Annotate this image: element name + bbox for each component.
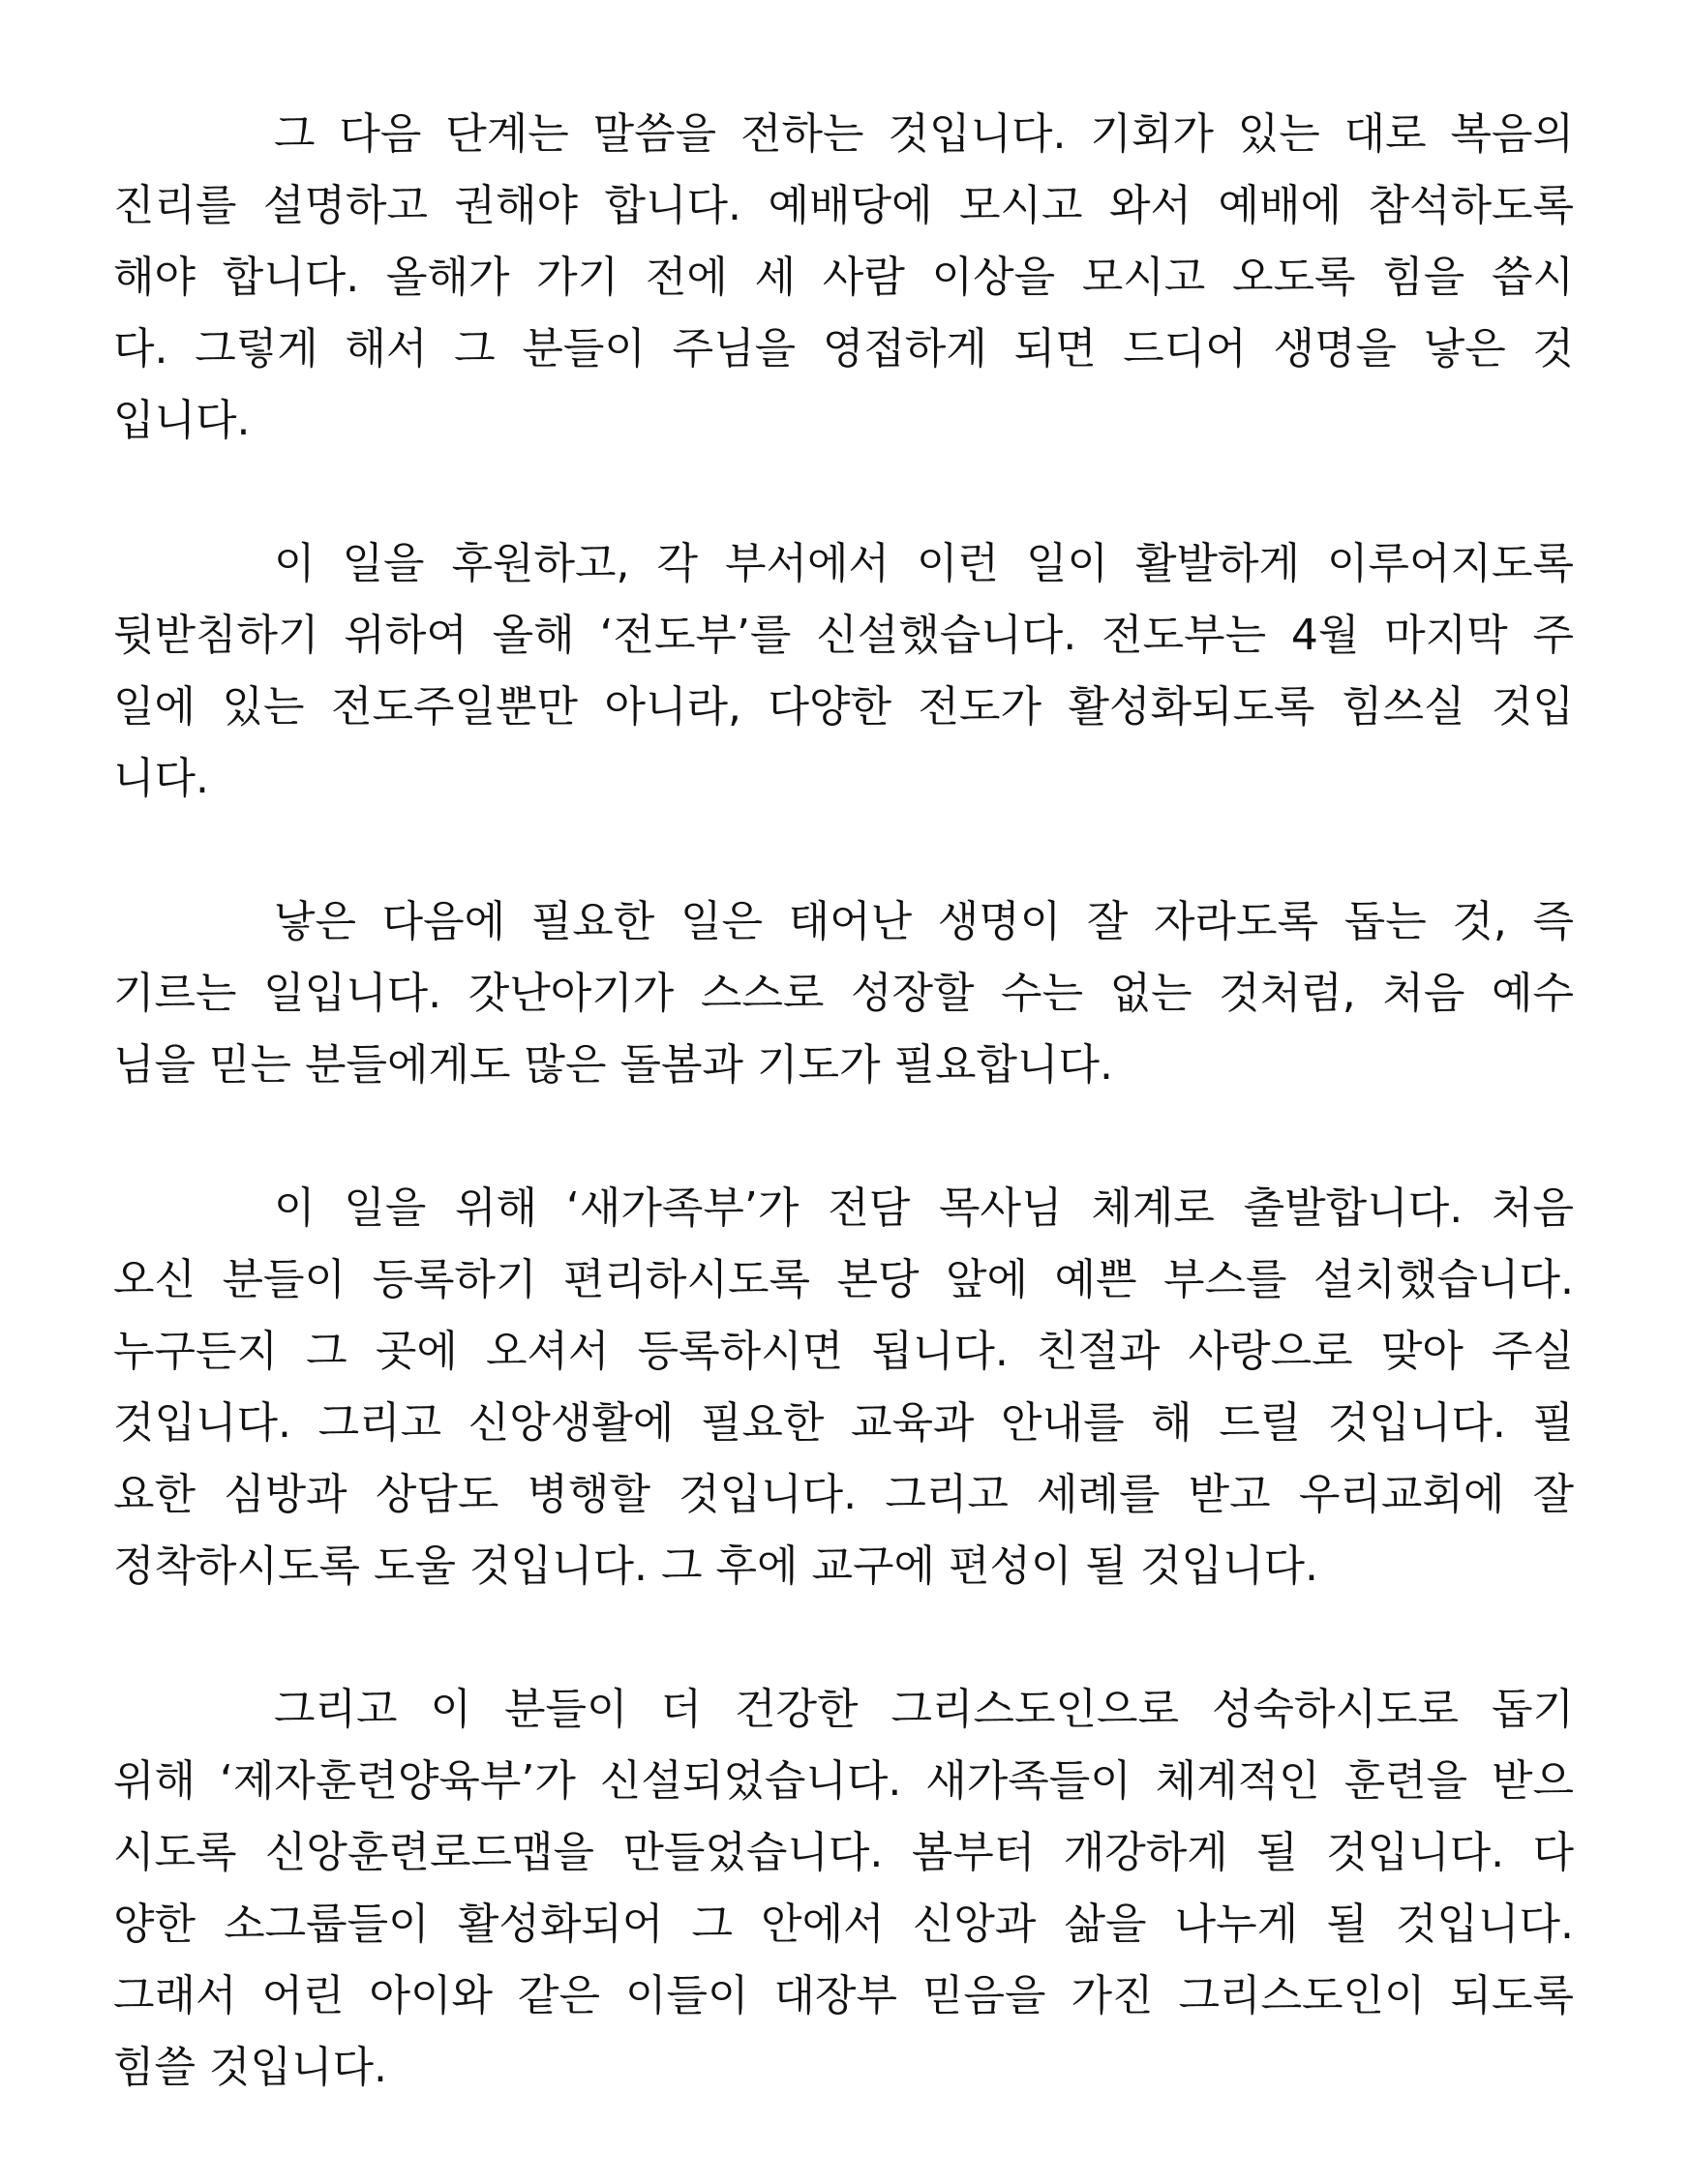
text-line: 오신 분들이 등록하기 편리하시도록 본당 앞에 예쁜 부스를 설치했습니다. xyxy=(113,1255,1574,1304)
text-line: 그래서 어린 아이와 같은 이들이 대장부 믿음을 가진 그리스도인이 되도록 xyxy=(113,1971,1574,2020)
text-line: 낳은 다음에 필요한 일은 태어난 생명이 잘 자라도록 돕는 것, 즉 xyxy=(274,897,1574,946)
text-line: 요한 심방과 상담도 병행할 것입니다. 그리고 세례를 받고 우리교회에 잘 xyxy=(113,1470,1574,1519)
text-line: 다. 그렇게 해서 그 분들이 주님을 영접하게 되면 드디어 생명을 낳은 것 xyxy=(113,324,1574,374)
text-line: 누구든지 그 곳에 오셔서 등록하시면 됩니다. 친절과 사랑으로 맞아 주실 xyxy=(113,1327,1574,1376)
text-line: 시도록 신앙훈련로드맵을 만들었습니다. 봄부터 개강하게 될 것입니다. 다 xyxy=(113,1828,1574,1877)
text-line: 이 일을 위해 ‘새가족부’가 전담 목사님 체계로 출발합니다. 처음 xyxy=(274,1183,1574,1233)
text-line: 그리고 이 분들이 더 건강한 그리스도인으로 성숙하시도로 돕기 xyxy=(274,1685,1574,1734)
paragraph-5 xyxy=(113,1674,1574,2104)
text-line: 진리를 설명하고 권해야 합니다. 예배당에 모시고 와서 예배에 참석하도록 xyxy=(113,181,1574,230)
text-line: 해야 합니다. 올해가 가기 전에 세 사람 이상을 모시고 오도록 힘을 씁시 xyxy=(113,253,1574,302)
text-line: 것입니다. 그리고 신앙생활에 필요한 교육과 안내를 해 드릴 것입니다. 필 xyxy=(113,1398,1574,1448)
document-page xyxy=(113,99,1574,2104)
paragraph-2 xyxy=(113,528,1574,815)
paragraph-1 xyxy=(113,99,1574,457)
text-line: 니다. xyxy=(113,754,209,803)
text-line: 위해 ‘제자훈련양육부’가 신설되었습니다. 새가족들이 체계적인 훈련을 받으 xyxy=(113,1756,1574,1806)
text-line: 정착하시도록 도울 것입니다. 그 후에 교구에 편성이 될 것입니다. xyxy=(113,1541,1318,1591)
text-line: 님을 믿는 분들에게도 많은 돌봄과 기도가 필요합니다. xyxy=(113,1040,1113,1090)
text-line: 그 다음 단계는 말씀을 전하는 것입니다. 기회가 있는 대로 복음의 xyxy=(274,109,1574,159)
paragraph-4 xyxy=(113,1173,1574,1602)
text-line: 힘쓸 것입니다. xyxy=(113,2043,387,2092)
text-line: 양한 소그룹들이 활성화되어 그 안에서 신앙과 삶을 나누게 될 것입니다. xyxy=(113,1900,1574,1949)
text-line: 입니다. xyxy=(113,396,251,445)
text-line: 이 일을 후원하고, 각 부서에서 이런 일이 활발하게 이루어지도록 xyxy=(274,539,1574,588)
text-line: 일에 있는 전도주일뿐만 아니라, 다양한 전도가 활성화되도록 힘쓰실 것입 xyxy=(113,682,1574,732)
paragraph-3 xyxy=(113,886,1574,1101)
text-line: 기르는 일입니다. 갓난아기가 스스로 성장할 수는 없는 것처럼, 처음 예수 xyxy=(113,969,1574,1018)
text-line: 뒷받침하기 위하여 올해 ‘전도부’를 신설했습니다. 전도부는 4월 마지막 주 xyxy=(113,611,1574,660)
